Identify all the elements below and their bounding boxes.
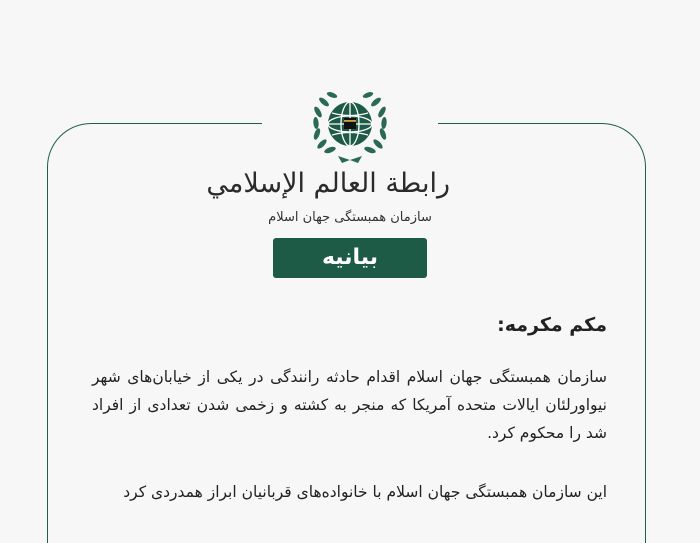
organization-name-arabic: رابطة العالم الإسلامي	[206, 168, 450, 199]
organization-name-persian: سازمان همبستگی جهان اسلام	[268, 210, 432, 225]
body-line: سازمان همبستگی جهان اسلام اقدام حادثه رانندگی در یکی از خیابان‌های شهر	[92, 368, 607, 386]
salutation: مکم مکرمه:	[497, 314, 607, 336]
body-line: نیواورلئان ایالات متحده آمریکا که منجر به کشته و زخمی شدن تعدادی از افراد	[92, 396, 607, 414]
next-paragraph-partial: این سازمان همبستگی جهان اسلام با خانواده‌های قربانیان ابراز همدردی کرد	[123, 483, 607, 501]
statement-body	[92, 363, 607, 447]
laurel-globe-emblem-icon	[308, 86, 392, 166]
document-type-banner: بیانیه	[273, 238, 427, 278]
body-line: شد را محکوم کرد.	[487, 424, 607, 442]
